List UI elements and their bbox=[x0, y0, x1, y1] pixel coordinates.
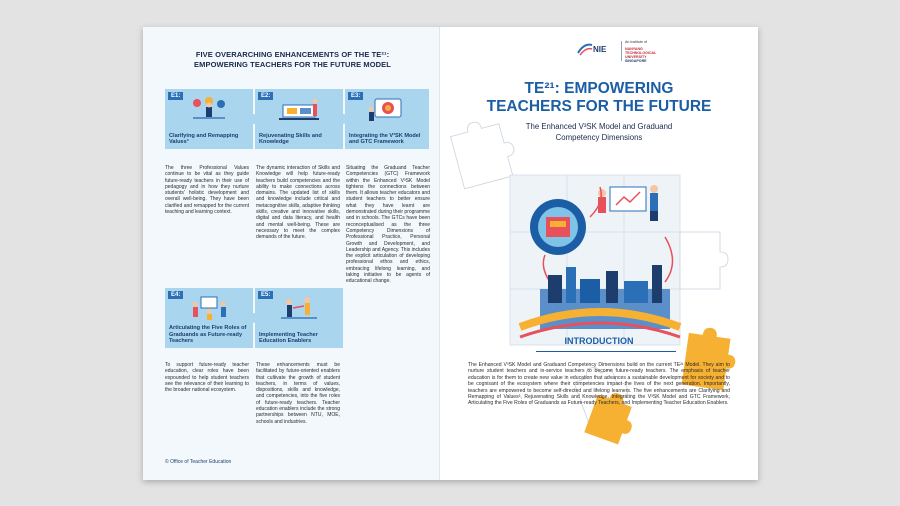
footer-credit: © Office of Teacher Education bbox=[165, 459, 232, 465]
puzzle-illustration bbox=[440, 27, 758, 480]
values-illustration-icon bbox=[187, 95, 231, 125]
subtitle-line2: Competency Dimensions bbox=[555, 133, 643, 142]
enhancement-code: E3: bbox=[348, 92, 363, 100]
roles-illustration-icon bbox=[187, 294, 231, 322]
enhancement-tile-e4 bbox=[165, 288, 253, 348]
brochure-spread bbox=[143, 27, 758, 480]
enhancement-body-e3: Situating the Graduand Teacher Competencies (GTC) Framework within the Enhanced V³SK Model tightens the connections between them. It allows teacher educators and student teachers to better ensure what they have learnt are demonstrated during their programme and in schools. The GTCs have been reconceptualised as the three Competency Dimensions of Professional Practice, Personal Growth and Development, and Leadership and Agency. This includes the explicit articulation of developing professional ethos and ethics, embracing lifelong learning, and taking initiative to be agents of educational change. bbox=[346, 165, 430, 285]
skills-illustration-icon bbox=[275, 95, 323, 125]
enhancement-body-e5: These enhancements must be facilitated by future-oriented enablers that cultivate the growth of student teachers, in terms of values, dispositions, skills and knowledge, and competencies, into the five roles of future-ready teachers. Teacher education enablers include the strong partnerships between NTU, MOE, schools and industries. bbox=[256, 362, 340, 425]
intro-heading: INTRODUCTION bbox=[564, 336, 634, 346]
enablers-illustration-icon bbox=[277, 294, 321, 322]
enhancement-title: Implementing Teacher Education Enablers bbox=[259, 331, 318, 345]
intro-divider bbox=[536, 351, 676, 352]
enhancements-heading-line1: FIVE OVERARCHING ENHANCEMENTS OF THE TE²¹: bbox=[195, 50, 390, 59]
enhancements-heading-line2: EMPOWERING TEACHERS FOR THE FUTURE MODEL bbox=[194, 60, 391, 69]
enhancement-title: Integrating the V³SK Model and GTC Framework bbox=[349, 132, 421, 146]
enhancement-code: E2: bbox=[258, 92, 273, 100]
enhancement-body-e1: The three Professional Values continue to be vital as they guide future-ready teachers in their use of pedagogy and in how they nurture students' holistic development and overall well-being. They have been clarified and remapped for the current teaching and learning context. bbox=[165, 165, 249, 216]
integration-illustration-icon bbox=[365, 95, 409, 125]
subtitle-line1: The Enhanced V³SK Model and Graduand bbox=[525, 122, 673, 131]
ntu-logo-line: SINGAPORE bbox=[625, 59, 647, 63]
ntu-logo-line: TECHNOLOGICAL bbox=[625, 51, 657, 55]
intro-body: The Enhanced V³SK Model and Graduand Competency Dimensions build on the current TE²¹ Model. They aim to nurture student teachers and in-service teachers to become future-ready teachers. The emphasis of teacher education is for them to create new value in education that advances a sustainable development for society and to be cognisant of the ecosystem where their competencies impact the lives of the next generation. Importantly, teachers are empowered to become self-directed and lifelong learners. The five enhancements are Clarifying and Remapping of Values³, Rejuvenating Skills and Knowledge, Integrating the V³SK Model and GTC Framework, Articulating the Five Roles of Graduands as Future-ready Teachers, and Implementing Teacher Education Enablers. bbox=[468, 362, 730, 407]
enhancement-tile-e1 bbox=[165, 89, 253, 149]
enhancement-tile-e2 bbox=[255, 89, 343, 149]
ntu-logo-line: UNIVERSITY bbox=[625, 55, 647, 59]
enhancement-body-e4: To support future-ready teacher education, clear roles have been expounded to help student teachers see the relevance of their learning to the broader national ecosystem. bbox=[165, 362, 249, 394]
enhancement-title: Clarifying and Remapping Values³ bbox=[169, 132, 239, 146]
right-page bbox=[440, 27, 758, 480]
left-page bbox=[143, 27, 440, 480]
enhancement-code: E5: bbox=[258, 291, 273, 299]
nie-logo-text: NIE bbox=[593, 45, 607, 54]
enhancement-code: E1: bbox=[168, 92, 183, 100]
enhancement-code: E4: bbox=[168, 291, 183, 299]
enhancement-tile-e3 bbox=[345, 89, 429, 149]
title-line1: TE²¹: EMPOWERING bbox=[524, 80, 674, 97]
enhancement-title: Articulating the Five Roles of Graduands as Future-ready Teachers bbox=[169, 325, 247, 345]
enhancement-title: Rejuvenating Skills and Knowledge bbox=[259, 132, 322, 146]
ntu-logo-line: NANYANG bbox=[625, 47, 643, 51]
logo-institute-label: An Institute of bbox=[625, 40, 647, 44]
enhancement-body-e2: The dynamic interaction of Skills and Knowledge will help future-ready teachers build competencies and the ability to make connections across domains. The updated list of skills and knowledge include critical and metacognitive skills, adaptive thinking skills, creative and innovative skills, digital and data literacy, and health and mental well-being. These are necessary to meet the complex demands of the future. bbox=[256, 165, 340, 241]
title-line2: TEACHERS FOR THE FUTURE bbox=[486, 98, 712, 115]
enhancement-tile-e5 bbox=[255, 288, 343, 348]
